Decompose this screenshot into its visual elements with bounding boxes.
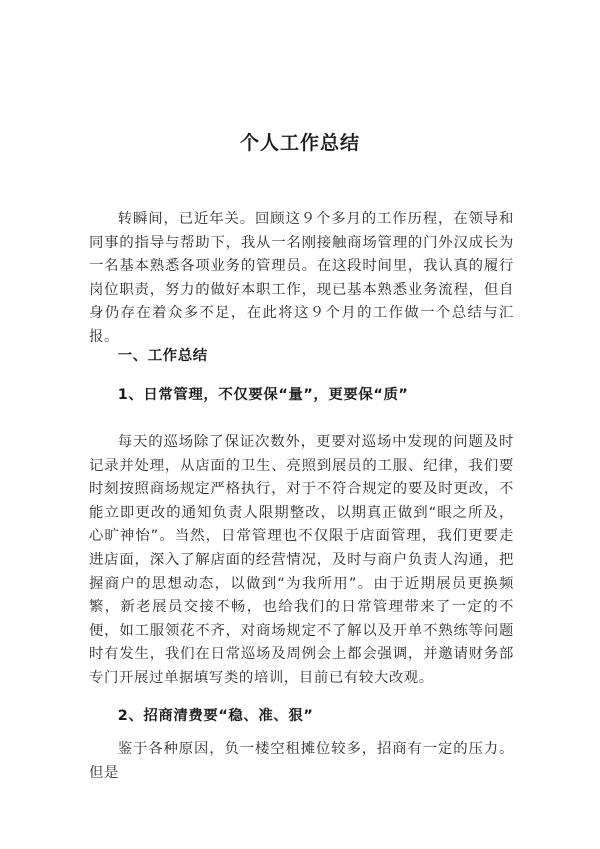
subsection-heading-leasing: 2、招商清费要“稳、准、狠” [117, 708, 314, 724]
daily-management-paragraph: 每天的巡场除了保证次数外，更要对巡场中发现的问题及时记录并处理，从店面的卫生、亮照到展员的工服、纪律，我们要时刻按照商场规定严格执行，对于不符合规定的要及时更改，不能立即更改的通知负责人限期整改，以期真正做到“眼之所及，心旷神怡”。当然，日常管理也不仅限于店面管理，我们更要走进店面，深入了解店面的经营情况，及时与商户负责人沟通，把握商户的思想动态，以做到“为我所用”。由于近期展员更换频繁，新老展员交接不畅，也给我们的日常管理带来了一定的不便，如工服领花不齐，对商场规定不了解以及开单不熟练等问题时有发生，我们在日常巡场及周例会上都会强调，并邀请财务部专门开展过单据填写类的培训，目前已有较大改观。 [89, 434, 514, 686]
document-title: 个人工作总结 [239, 132, 360, 154]
intro-paragraph: 转瞬间，已近年关。回顾这９个多月的工作历程，在领导和同事的指导与帮助下，我从一名刚接触商场管理的门外汉成长为一名基本熟悉各项业务的管理员。在这段时间里，我认真的履行岗位职责，努力的做好本职工作，现已基本熟悉业务流程，但自身仍存在着众多不足，在此将这９个月的工作做一个总结与汇报。 [89, 211, 514, 345]
leasing-paragraph: 鉴于各种原因，负一楼空租摊位较多，招商有一定的压力。但是 [89, 741, 514, 781]
subsection-heading-daily-management: 1、日常管理，不仅要保“量”，更要保“质” [117, 387, 409, 403]
section-heading: 一、工作总结 [117, 348, 208, 364]
